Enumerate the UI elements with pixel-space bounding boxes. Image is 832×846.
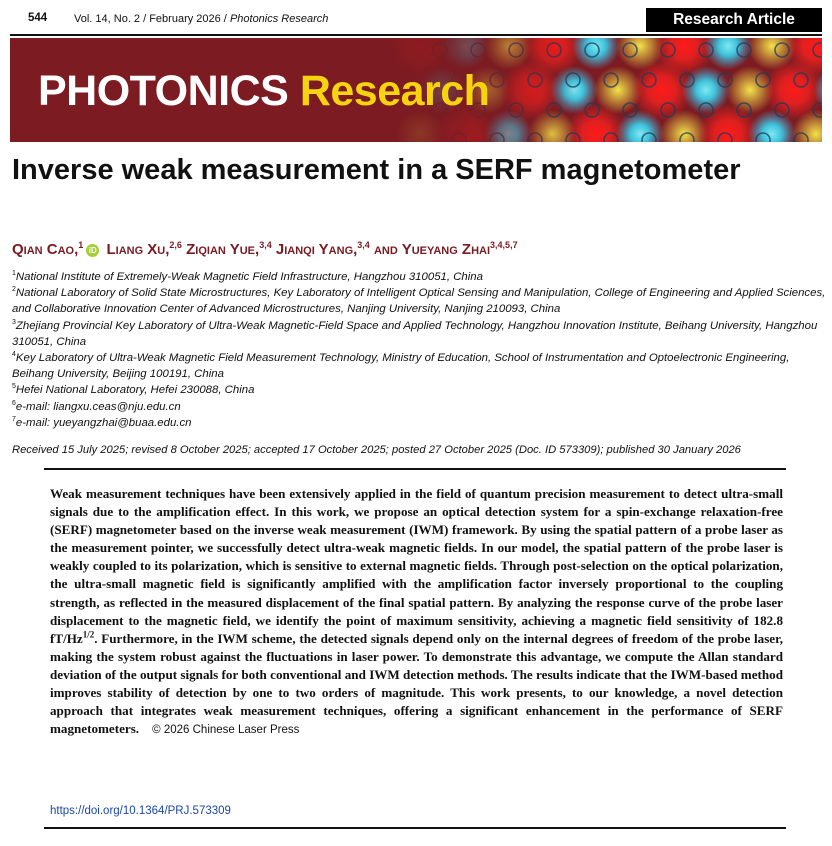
author-list: [12, 240, 822, 258]
affiliation-text: Zhejiang Provincial Key Laboratory of Ultra-Weak Magnetic-Field Space and Applied Technology, Hangzhou Innovation Institute, Beihang University, Hangzhou 310051, China: [12, 319, 818, 348]
affiliation-line: [12, 399, 827, 415]
abstract-text-1: Weak measurement techniques have been extensively applied in the field of quantum precision measurement to detect ultra-small signals due to the amplification effect. In this work, we propose an optical detection system for a spin-exchange relaxation-free (SERF) magnetometer based on the inverse weak measurement (IWM) framework. By using the spatial pattern of a probe laser as the measurement pointer, we successfully detect ultra-weak magnetic fields. In our model, the spatial pattern of the probe laser is weakly coupled to its polarization, which is sensitive to external magnetic fields. Through post-selection on the optical polarization, the ultra-small magnetic field is significantly amplified with the amplification factor inversely proportional to the coupling strength, as reflected in the measured displacement of the final spatial pattern. By analyzing the response curve of the probe laser displacement to the magnetic field, we identify the point of maximum sensitivity, achieving a magnetic field sensitivity of 182.8 fT/Hz: [50, 486, 783, 646]
author-name: Jianqi Yang,: [275, 241, 358, 258]
author-name: Ziqian Yue,: [186, 241, 260, 258]
author-name: Qian Cao,: [12, 241, 79, 258]
running-header: [0, 0, 832, 36]
affiliation-mark: 3: [12, 318, 16, 326]
abstract-text-2: . Furthermore, in the IWM scheme, the detected signals depend only on the internal degrees of freedom of the probe laser, making the system robust against the fluctuations in laser power. To demonstrate this advantage, we compute the Allan standard deviation of the output signals for both conventional and IWM detection methods. The results indicate that the IWM-based method improves stability of detection by one to two orders of magnitude. This work presents, to our knowledge, a novel detection approach that integrates weak measurement techniques, offering a significant enhancement in the performance of SERF magnetometers.: [50, 630, 783, 737]
affiliation-text: Hefei National Laboratory, Hefei 230088, China: [15, 384, 255, 397]
affiliation-mark: 4: [12, 351, 16, 359]
affiliation-mark: 1: [12, 270, 16, 277]
abstract-top-rule: [44, 468, 786, 470]
author-affiliation-mark: 1: [78, 240, 84, 250]
affiliation-line: [12, 350, 827, 382]
journal-logo: PHOTONICS Research: [38, 67, 490, 115]
article-type-badge: Research Article: [646, 8, 822, 32]
affiliation-text: National Institute of Extremely-Weak Magnetic Field Infrastructure, Hangzhou 310051, China: [15, 271, 483, 283]
affiliation-line: [12, 285, 827, 317]
affiliation-mark: 2: [12, 286, 16, 294]
journal-banner: [10, 38, 822, 142]
affiliation-text: e-mail: yueyangzhai@buaa.edu.cn: [15, 416, 192, 429]
orcid-icon[interactable]: iD: [86, 244, 99, 257]
article-title: Inverse weak measurement in a SERF magnetometer: [12, 154, 741, 186]
affiliations: [12, 269, 827, 431]
doi-link[interactable]: https://doi.org/10.1364/PRJ.573309: [50, 805, 231, 817]
abstract-sup: 1/2: [82, 629, 95, 640]
affiliation-text: e-mail: liangxu.ceas@nju.edu.cn: [15, 400, 181, 413]
author-affiliation-mark: 2,6: [169, 240, 182, 250]
volume-info: Vol. 14, No. 2 / February 2026 / Photonics Research: [74, 13, 329, 25]
affiliation-line: [12, 269, 827, 285]
affiliation-text: National Laboratory of Solid State Microstructures, Key Laboratory of Intelligent Optical Sensing and Manipulation, College of Engineering and Applied Sciences, and Collaborative Innovation Center of Advanced Microstructures, Nanjing University, Nanjing 210093, China: [12, 287, 826, 316]
page-number: 544: [28, 12, 48, 24]
author-affiliation-mark: 3,4: [357, 240, 370, 250]
author-name: and Yueyang Zhai: [373, 241, 491, 258]
abstract-bottom-rule: [44, 827, 786, 829]
affiliation-line: [12, 318, 827, 350]
affiliation-mark: 5: [12, 383, 16, 391]
author-affiliation-mark: 3,4: [259, 240, 272, 250]
history-dates: Received 15 July 2025; revised 8 October 2025; accepted 17 October 2025; posted 27 October 2025 (Doc. ID 573309); published 30 January 2026: [12, 444, 741, 456]
affiliation-line: [12, 415, 827, 431]
journal-name: Photonics Research: [229, 13, 329, 25]
abstract: [50, 485, 783, 739]
author-affiliation-mark: 3,4,5,7: [490, 240, 518, 250]
author-name: Liang Xu,: [106, 241, 170, 258]
affiliation-line: [12, 382, 827, 398]
affiliation-mark: 7: [12, 415, 16, 423]
affiliation-text: Key Laboratory of Ultra-Weak Magnetic Field Measurement Technology, Ministry of Education, School of Instrumentation and Optoelectronic Engineering, Beihang University, Beijing 100191, China: [12, 352, 790, 381]
copyright: © 2026 Chinese Laser Press: [152, 724, 300, 737]
affiliation-mark: 6: [12, 399, 16, 407]
header-rule: [10, 34, 822, 36]
